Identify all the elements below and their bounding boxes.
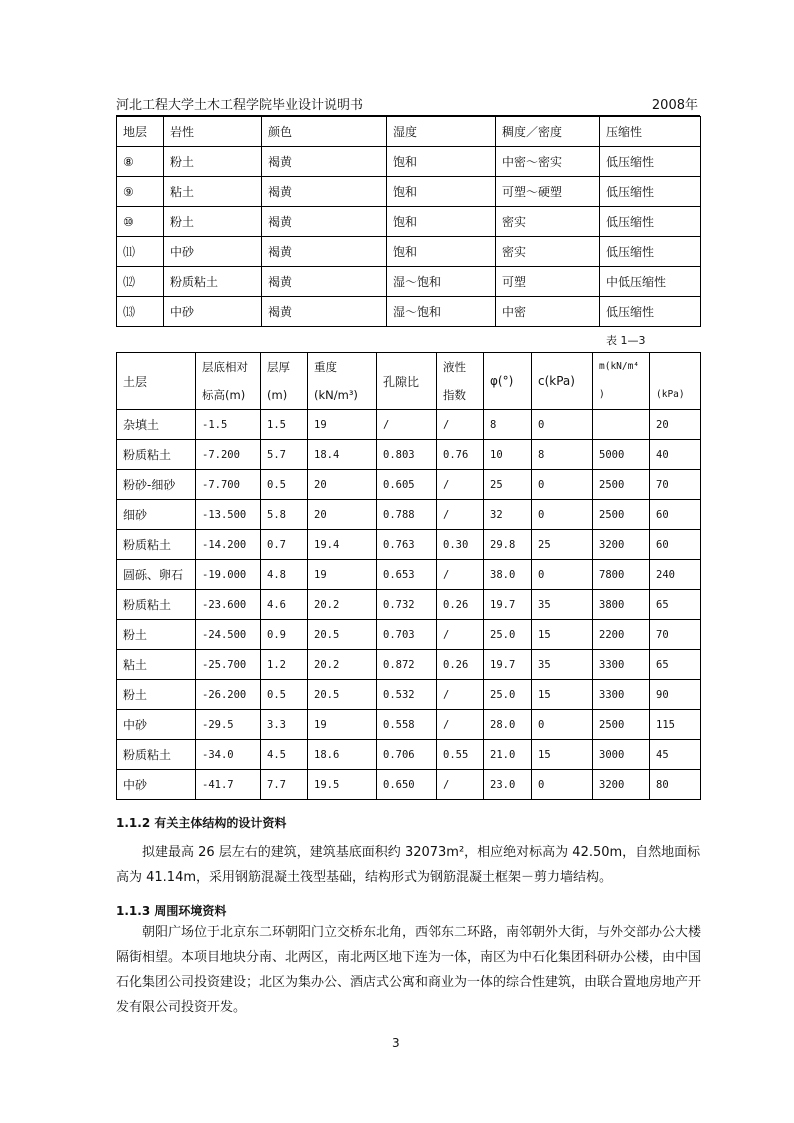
table-cell: 粉土 xyxy=(164,207,262,237)
table-cell: 3800 xyxy=(593,590,650,620)
table-row xyxy=(117,710,701,740)
table-cell: 25.0 xyxy=(484,680,532,710)
table-cell: 15 xyxy=(532,620,593,650)
table-cell: 115 xyxy=(650,710,701,740)
table-cell: 38.0 xyxy=(484,560,532,590)
table-cell: 7800 xyxy=(593,560,650,590)
table-cell: 3.3 xyxy=(261,710,308,740)
table-cell: 中低压缩性 xyxy=(600,267,701,297)
table-cell: / xyxy=(377,410,437,440)
table-cell: 0 xyxy=(532,500,593,530)
header-m-value xyxy=(593,353,650,410)
table-cell: 低压缩性 xyxy=(600,147,701,177)
header-elevation xyxy=(196,353,261,410)
table-cell: 2500 xyxy=(593,710,650,740)
soil-layer-name: 细砂 xyxy=(117,500,196,530)
table-cell: 0.30 xyxy=(437,530,484,560)
table-header-cell: 湿度 xyxy=(387,117,496,147)
table-cell: 19.7 xyxy=(484,590,532,620)
table-cell: 0.650 xyxy=(377,770,437,800)
table-cell: 240 xyxy=(650,560,701,590)
table-cell: 15 xyxy=(532,740,593,770)
table-cell: 饱和 xyxy=(387,147,496,177)
table-cell: 21.0 xyxy=(484,740,532,770)
table-cell: 4.6 xyxy=(261,590,308,620)
table-cell: 褐黄 xyxy=(262,147,387,177)
soil-layer-name: 中砂 xyxy=(117,770,196,800)
table-cell: -23.600 xyxy=(196,590,261,620)
table-cell: 褐黄 xyxy=(262,237,387,267)
table-cell: 0 xyxy=(532,710,593,740)
soil-parameters-table xyxy=(116,352,701,800)
table-cell: 0 xyxy=(532,560,593,590)
table-cell: 0.26 xyxy=(437,650,484,680)
table-cell: 20 xyxy=(308,470,377,500)
header-m-line1: m(kN/m⁴ xyxy=(599,361,640,372)
table-cell: 29.8 xyxy=(484,530,532,560)
table-cell: 80 xyxy=(650,770,701,800)
table-cell: 0.653 xyxy=(377,560,437,590)
table-row xyxy=(117,560,701,590)
table-cell: 19.7 xyxy=(484,650,532,680)
table-cell: / xyxy=(437,500,484,530)
table-cell: -13.500 xyxy=(196,500,261,530)
table-cell: ⑧ xyxy=(117,147,164,177)
table-cell: 0.76 xyxy=(437,440,484,470)
table-cell: 25 xyxy=(484,470,532,500)
table-cell: 0.788 xyxy=(377,500,437,530)
soil-layer-name: 粉质粘土 xyxy=(117,740,196,770)
table-cell: 70 xyxy=(650,470,701,500)
table-cell: 3200 xyxy=(593,530,650,560)
table-cell: 可塑 xyxy=(496,267,600,297)
table-header-cell: 岩性 xyxy=(164,117,262,147)
table-cell: 18.6 xyxy=(308,740,377,770)
table-cell: 0.5 xyxy=(261,680,308,710)
table-cell: 1.2 xyxy=(261,650,308,680)
table-cell: 3200 xyxy=(593,770,650,800)
table-cell: / xyxy=(437,410,484,440)
table-header-cell: 稠度／密度 xyxy=(496,117,600,147)
header-unit-weight-line2: (kN/m³) xyxy=(314,388,358,402)
table-cell: 0.26 xyxy=(437,590,484,620)
table-cell: 35 xyxy=(532,590,593,620)
table-cell: ⑩ xyxy=(117,207,164,237)
section-heading-structure: 1.1.2 有关主体结构的设计资料 xyxy=(116,816,287,830)
table-cell: 粘土 xyxy=(164,177,262,207)
table-row xyxy=(117,267,701,297)
table-cell: 粉土 xyxy=(164,147,262,177)
table-cell: 19 xyxy=(308,560,377,590)
table-cell: / xyxy=(437,710,484,740)
table-cell: 饱和 xyxy=(387,207,496,237)
table-cell: 饱和 xyxy=(387,237,496,267)
table-cell: 中砂 xyxy=(164,237,262,267)
table-row xyxy=(117,590,701,620)
table-row xyxy=(117,530,701,560)
table-cell: 19 xyxy=(308,410,377,440)
table-cell: 70 xyxy=(650,620,701,650)
table-cell: 32 xyxy=(484,500,532,530)
table-cell: 褐黄 xyxy=(262,267,387,297)
table-cell: / xyxy=(437,470,484,500)
table-row xyxy=(117,410,701,440)
table-cell: 2200 xyxy=(593,620,650,650)
table-cell: 3000 xyxy=(593,740,650,770)
table-cell: 45 xyxy=(650,740,701,770)
table-cell: 0.55 xyxy=(437,740,484,770)
table-cell: -34.0 xyxy=(196,740,261,770)
header-m-line2: ) xyxy=(599,389,605,400)
table-row xyxy=(117,650,701,680)
table-cell: 25 xyxy=(532,530,593,560)
table-cell: 60 xyxy=(650,530,701,560)
table-cell xyxy=(593,410,650,440)
table-cell: 1.5 xyxy=(261,410,308,440)
section-heading-environment: 1.1.3 周围环境资料 xyxy=(116,904,227,918)
table-cell: 35 xyxy=(532,650,593,680)
table-cell: 4.8 xyxy=(261,560,308,590)
table-cell: 4.5 xyxy=(261,740,308,770)
table-cell: -41.7 xyxy=(196,770,261,800)
table-cell: 19.5 xyxy=(308,770,377,800)
table-cell: 低压缩性 xyxy=(600,177,701,207)
table-cell: 低压缩性 xyxy=(600,207,701,237)
section-paragraph-structure: 拟建最高 26 层左右的建筑，建筑基底面积约 32073m²，相应绝对标高为 42.50m，自然地面标高为 41.14m，采用钢筋混凝土筏型基础，结构形式为钢筋混凝土框架－剪力墙结构。 xyxy=(116,845,701,885)
table-row xyxy=(117,680,701,710)
table-cell: 8 xyxy=(532,440,593,470)
table-cell: 60 xyxy=(650,500,701,530)
table-cell: -7.200 xyxy=(196,440,261,470)
table-cell: 2500 xyxy=(593,470,650,500)
table-cell: 0.5 xyxy=(261,470,308,500)
table-cell: 28.0 xyxy=(484,710,532,740)
document-header-year: 2008年 xyxy=(651,98,698,113)
table-cell: 中砂 xyxy=(164,297,262,327)
header-unit-weight-line1: 重度 xyxy=(314,360,337,374)
stratum-table xyxy=(116,116,701,327)
table-cell: 19.4 xyxy=(308,530,377,560)
table-row xyxy=(117,620,701,650)
table-cell: 0.558 xyxy=(377,710,437,740)
header-friction-angle: φ(°) xyxy=(484,353,532,410)
header-thickness-line1: 层厚 xyxy=(267,360,290,374)
table-cell: ⑾ xyxy=(117,237,164,267)
table-header-cell: 颜色 xyxy=(262,117,387,147)
table-cell: 5.8 xyxy=(261,500,308,530)
table-cell: 0.703 xyxy=(377,620,437,650)
table-cell: 0.532 xyxy=(377,680,437,710)
table-cell: 65 xyxy=(650,590,701,620)
table-cell: 20.5 xyxy=(308,680,377,710)
table-header-row xyxy=(117,117,701,147)
table-cell: 18.4 xyxy=(308,440,377,470)
table-cell: -24.500 xyxy=(196,620,261,650)
table-cell: 密实 xyxy=(496,237,600,267)
table-header-row xyxy=(117,353,701,410)
table-cell: 20.5 xyxy=(308,620,377,650)
table-cell: -25.700 xyxy=(196,650,261,680)
table-cell: 中密～密实 xyxy=(496,147,600,177)
table-cell: 65 xyxy=(650,650,701,680)
table-row xyxy=(117,470,701,500)
table-cell: 0.872 xyxy=(377,650,437,680)
table-cell: 低压缩性 xyxy=(600,297,701,327)
table-cell: 粉质粘土 xyxy=(164,267,262,297)
table-cell: 40 xyxy=(650,440,701,470)
table-cell: 3300 xyxy=(593,680,650,710)
soil-layer-name: 圆砾、卵石 xyxy=(117,560,196,590)
table-cell: 8 xyxy=(484,410,532,440)
table-cell: ⑿ xyxy=(117,267,164,297)
table-cell: 饱和 xyxy=(387,177,496,207)
table-cell: -29.5 xyxy=(196,710,261,740)
soil-layer-name: 粉土 xyxy=(117,620,196,650)
section-paragraph-environment: 朝阳广场位于北京东二环朝阳门立交桥东北角，西邻东二环路，南邻朝外大街，与外交部办公大楼隔街相望。本项目地块分南、北两区，南北两区地下连为一体，南区为中石化集团科研办公楼，由中国石化集团公司投资建设；北区为集办公、酒店式公寓和商业为一体的综合性建筑，由联合置地房地产开发有限公司投资开发。 xyxy=(116,925,702,1015)
header-thickness xyxy=(261,353,308,410)
table-cell: -26.200 xyxy=(196,680,261,710)
table-row xyxy=(117,500,701,530)
header-bearing xyxy=(650,353,701,410)
table-row xyxy=(117,177,701,207)
header-cohesion: c(kPa) xyxy=(532,353,593,410)
header-liquidity-index xyxy=(437,353,484,410)
table-cell: / xyxy=(437,680,484,710)
table-cell: 褐黄 xyxy=(262,177,387,207)
table-cell: 可塑～硬塑 xyxy=(496,177,600,207)
table-cell: 0.803 xyxy=(377,440,437,470)
table-row xyxy=(117,440,701,470)
table-cell: 褐黄 xyxy=(262,207,387,237)
header-liquidity-line1: 液性 xyxy=(443,360,466,374)
table-cell: 20 xyxy=(650,410,701,440)
header-liquidity-line2: 指数 xyxy=(443,388,466,402)
header-elevation-line2: 标高(m) xyxy=(202,388,246,402)
header-elevation-line1: 层底相对 xyxy=(202,360,248,374)
table-cell: 20.2 xyxy=(308,590,377,620)
document-header-title: 河北工程大学土木工程学院毕业设计说明书 xyxy=(116,98,364,113)
soil-layer-name: 杂填土 xyxy=(117,410,196,440)
header-unit-weight xyxy=(308,353,377,410)
table-cell: ⒀ xyxy=(117,297,164,327)
table-cell: 25.0 xyxy=(484,620,532,650)
header-bearing-unit: (kPa) xyxy=(656,389,685,400)
table-cell: 0.9 xyxy=(261,620,308,650)
table-cell: 0 xyxy=(532,410,593,440)
table-cell: -14.200 xyxy=(196,530,261,560)
header-void-ratio: 孔隙比 xyxy=(377,353,437,410)
table-cell: 0.7 xyxy=(261,530,308,560)
header-bearing-blank xyxy=(656,353,700,381)
table-cell: 15 xyxy=(532,680,593,710)
table-cell: 3300 xyxy=(593,650,650,680)
table-cell: -1.5 xyxy=(196,410,261,440)
header-thickness-line2: (m) xyxy=(267,388,288,402)
table-row xyxy=(117,297,701,327)
table-cell: ⑨ xyxy=(117,177,164,207)
table-cell: / xyxy=(437,770,484,800)
table-cell: 湿～饱和 xyxy=(387,297,496,327)
table-cell: 7.7 xyxy=(261,770,308,800)
soil-layer-name: 粉土 xyxy=(117,680,196,710)
table-cell: 0.732 xyxy=(377,590,437,620)
table-cell: 5.7 xyxy=(261,440,308,470)
table-cell: 2500 xyxy=(593,500,650,530)
table-cell: / xyxy=(437,620,484,650)
table-cell: 20 xyxy=(308,500,377,530)
table-cell: 中密 xyxy=(496,297,600,327)
table-cell: / xyxy=(437,560,484,590)
table-cell: 90 xyxy=(650,680,701,710)
table-row xyxy=(117,770,701,800)
table-row xyxy=(117,237,701,267)
table-cell: 0.763 xyxy=(377,530,437,560)
table-cell: 20.2 xyxy=(308,650,377,680)
table-cell: 褐黄 xyxy=(262,297,387,327)
table-row xyxy=(117,147,701,177)
table-cell: -19.000 xyxy=(196,560,261,590)
soil-layer-name: 粉质粘土 xyxy=(117,590,196,620)
table-cell: 19 xyxy=(308,710,377,740)
table-cell: 10 xyxy=(484,440,532,470)
table-cell: 0 xyxy=(532,770,593,800)
soil-layer-name: 粘土 xyxy=(117,650,196,680)
table-cell: 0 xyxy=(532,470,593,500)
table-row xyxy=(117,207,701,237)
table-header-cell: 压缩性 xyxy=(600,117,701,147)
soil-layer-name: 粉质粘土 xyxy=(117,440,196,470)
table-cell: 5000 xyxy=(593,440,650,470)
table-header-cell: 地层 xyxy=(117,117,164,147)
table-caption: 表 1—3 xyxy=(606,334,646,347)
table-cell: 低压缩性 xyxy=(600,237,701,267)
table-cell: 0.706 xyxy=(377,740,437,770)
table-cell: 0.605 xyxy=(377,470,437,500)
table-cell: 密实 xyxy=(496,207,600,237)
table-cell: 23.0 xyxy=(484,770,532,800)
soil-layer-name: 粉砂-细砂 xyxy=(117,470,196,500)
table-row xyxy=(117,740,701,770)
table-cell: 湿～饱和 xyxy=(387,267,496,297)
header-layer: 土层 xyxy=(117,353,196,410)
soil-layer-name: 中砂 xyxy=(117,710,196,740)
page-number: 3 xyxy=(392,1036,400,1050)
table-cell: -7.700 xyxy=(196,470,261,500)
soil-layer-name: 粉质粘土 xyxy=(117,530,196,560)
